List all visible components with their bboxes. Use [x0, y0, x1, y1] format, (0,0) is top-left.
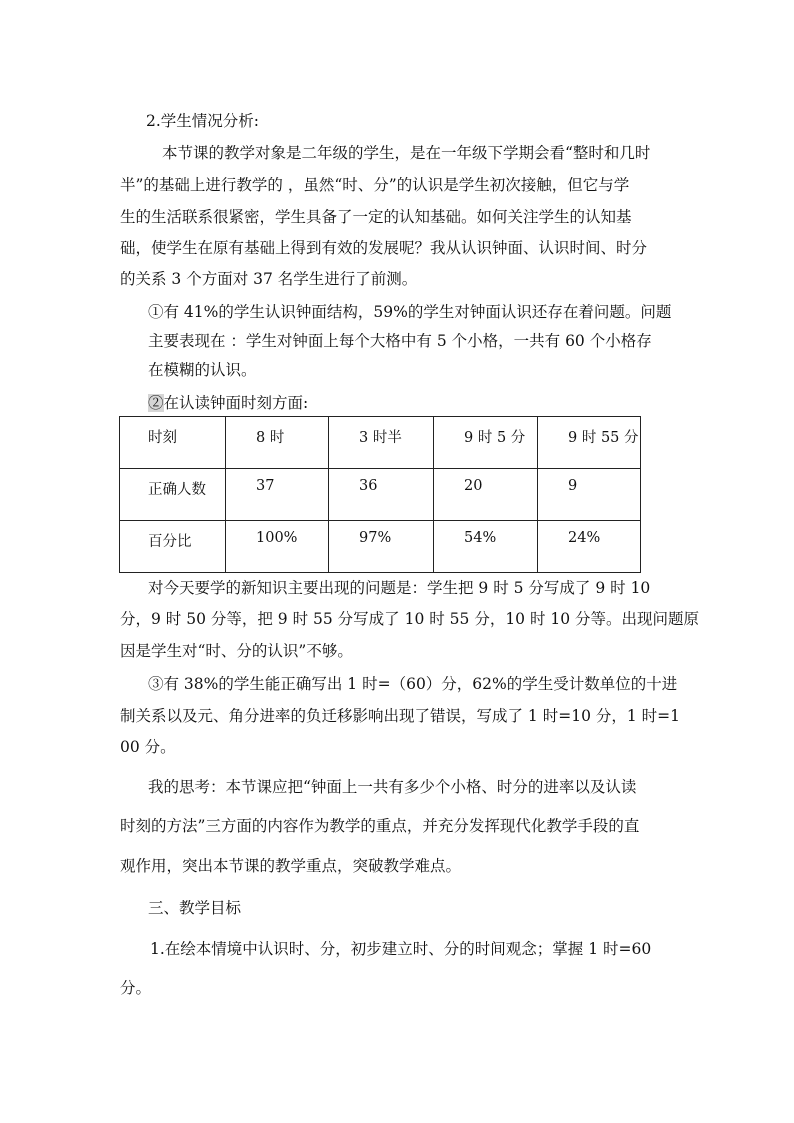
intro-line: 生的生活联系很紧密，学生具备了一定的认知基础。如何关注学生的认知基 [120, 208, 632, 226]
table-row [120, 469, 641, 521]
table-cell: 24% [538, 521, 641, 573]
table-cell: 36 [329, 469, 434, 521]
goal-1-line: 分。 [120, 979, 152, 997]
point-3-line: ③有 38%的学生能正确写出 1 时=（60）分，62%的学生受计数单位的十进 [148, 675, 678, 693]
table-cell: 54% [434, 521, 538, 573]
intro-line: 的关系 3 个方面对 37 名学生进行了前测。 [120, 270, 418, 288]
table-cell: 100% [226, 521, 329, 573]
table-header-cell: 3 时半 [329, 417, 434, 469]
after-table-line: 因是学生对“时、分的认识”不够。 [120, 642, 353, 660]
point-3-line: 00 分。 [120, 738, 176, 756]
point-3-line: 制关系以及元、角分进率的负迁移影响出现了错误，写成了 1 时=10 分，1 时=1 [120, 707, 680, 725]
table-cell: 9 [538, 469, 641, 521]
table-header-cell: 9 时 55 分 [538, 417, 641, 469]
point-1-line: 在模糊的认识。 [148, 361, 257, 379]
table-cell: 37 [226, 469, 329, 521]
thinking-line: 我的思考：本节课应把“钟面上一共有多少个小格、时分的进率以及认读 [148, 778, 637, 796]
table-cell: 20 [434, 469, 538, 521]
intro-line: 半”的基础上进行教学的 ，虽然“时、分”的认识是学生初次接触，但它与学 [120, 176, 630, 194]
point-1-line: 主要表现在 ：学生对钟面上每个大格中有 5 个小格，一共有 60 个小格存 [148, 332, 652, 350]
after-table-line: 分，9 时 50 分等，把 9 时 55 分写成了 10 时 55 分，10 时 10 分等。出现问题原 [120, 610, 700, 628]
student-analysis-heading: 2.学生情况分析: [146, 112, 260, 130]
table-header-cell: 9 时 5 分 [434, 417, 538, 469]
table-cell: 97% [329, 521, 434, 573]
point-2-marker: ② [148, 394, 164, 412]
goal-1-line: 1.在绘本情境中认识时、分，初步建立时、分的时间观念；掌握 1 时=60 [150, 940, 652, 958]
point-2-heading [148, 392, 308, 414]
after-table-line: 对今天要学的新知识主要出现的问题是：学生把 9 时 5 分写成了 9 时 10 [148, 579, 651, 597]
table-header-cell: 8 时 [226, 417, 329, 469]
intro-line: 础，使学生在原有基础上得到有效的发展呢？我从认识钟面、认识时间、时分 [120, 239, 648, 257]
point-2-text: 在认读钟面时刻方面: [163, 394, 309, 412]
table-header-cell: 时刻 [120, 417, 226, 469]
table-row-label: 正确人数 [120, 469, 226, 521]
table-row [120, 417, 641, 469]
table-row [120, 521, 641, 573]
clock-reading-table [119, 416, 641, 573]
thinking-line: 时刻的方法”三方面的内容作为教学的重点，并充分发挥现代化教学手段的直 [120, 817, 640, 835]
thinking-line: 观作用，突出本节课的教学重点，突破教学难点。 [120, 857, 462, 875]
teaching-goals-heading: 三、教学目标 [148, 899, 242, 917]
point-1-line: ①有 41%的学生认识钟面结构，59%的学生对钟面认识还存在着问题。问题 [148, 303, 672, 321]
intro-line: 本节课的教学对象是二年级的学生，是在一年级下学期会看“整时和几时 [162, 144, 651, 162]
table-row-label: 百分比 [120, 521, 226, 573]
